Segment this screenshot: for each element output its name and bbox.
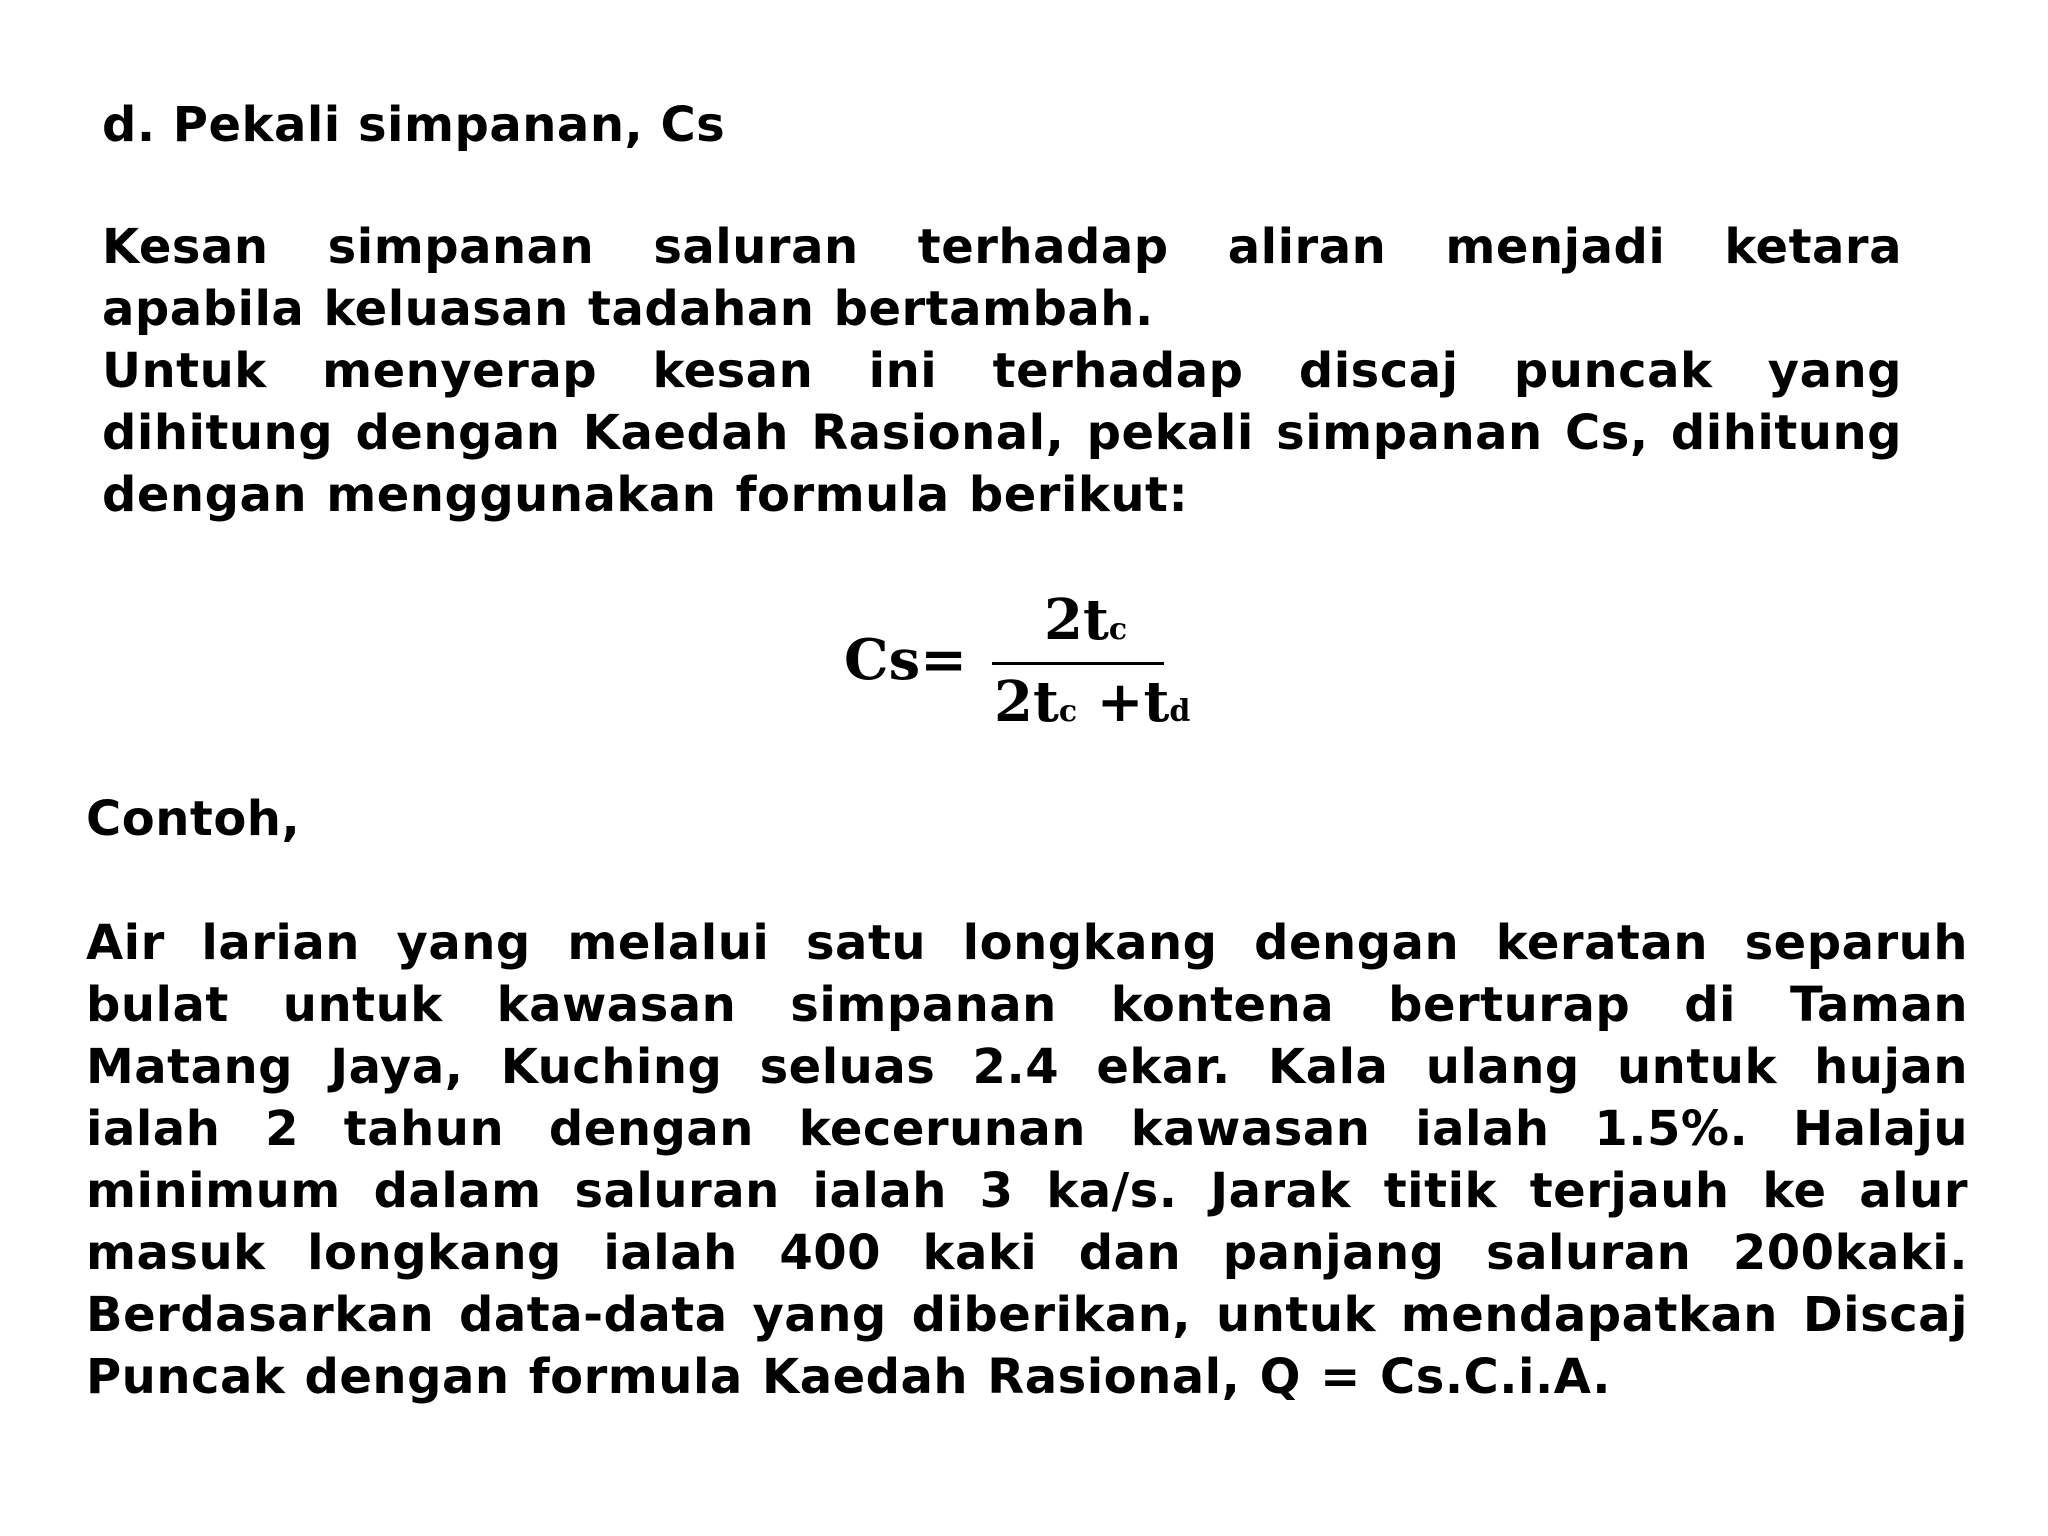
paragraph-line: masuk longkang ialah 400 kaki dan panjang saluran 200kaki.: [86, 1225, 1968, 1281]
formula-denominator: [994, 670, 1190, 744]
fraction-bar: [992, 662, 1164, 665]
paragraph-line: Kesan simpanan saluran terhadap aliran menjadi ketara: [102, 219, 1902, 275]
formula-numerator: [1044, 588, 1127, 662]
section-heading: d. Pekali simpanan, Cs: [102, 97, 726, 153]
paragraph-line: bulat untuk kawasan simpanan kontena berturap di Taman: [86, 977, 1968, 1033]
formula-term: t: [1143, 669, 1170, 735]
paragraph-line: ialah 2 tahun dengan kecerunan kawasan ialah 1.5%. Halaju: [86, 1101, 1968, 1157]
formula-plus: +: [1096, 669, 1144, 735]
formula-equals: =: [920, 627, 968, 693]
formula-subscript: c: [1058, 694, 1078, 729]
paragraph-line: Puncak dengan formula Kaedah Rasional, Q = Cs.C.i.A.: [86, 1349, 1611, 1405]
formula-term: 2t: [994, 669, 1059, 735]
paragraph-line: dengan menggunakan formula berikut:: [102, 467, 1189, 523]
example-paragraph: [86, 912, 1968, 1408]
intro-paragraph: [102, 216, 1902, 340]
formula-subscript: d: [1169, 694, 1191, 729]
paragraph-line: apabila keluasan tadahan bertambah.: [102, 281, 1154, 337]
method-paragraph: [102, 340, 1902, 526]
paragraph-line: Matang Jaya, Kuching seluas 2.4 ekar. Kala ulang untuk hujan: [86, 1039, 1968, 1095]
formula-lhs: [844, 628, 967, 692]
paragraph-line: Air larian yang melalui satu longkang dengan keratan separuh: [86, 915, 1968, 971]
paragraph-line: Untuk menyerap kesan ini terhadap discaj puncak yang: [102, 343, 1902, 399]
storage-coefficient-formula: [844, 587, 1191, 738]
example-heading: Contoh,: [86, 791, 301, 847]
formula-term: 2t: [1044, 587, 1109, 653]
paragraph-line: minimum dalam saluran ialah 3 ka/s. Jarak titik terjauh ke alur: [86, 1163, 1968, 1219]
paragraph-line: Berdasarkan data-data yang diberikan, untuk mendapatkan Discaj: [86, 1287, 1968, 1343]
formula-symbol: Cs: [844, 627, 921, 693]
formula-subscript: c: [1108, 612, 1128, 647]
paragraph-line: dihitung dengan Kaedah Rasional, pekali simpanan Cs, dihitung: [102, 405, 1902, 461]
